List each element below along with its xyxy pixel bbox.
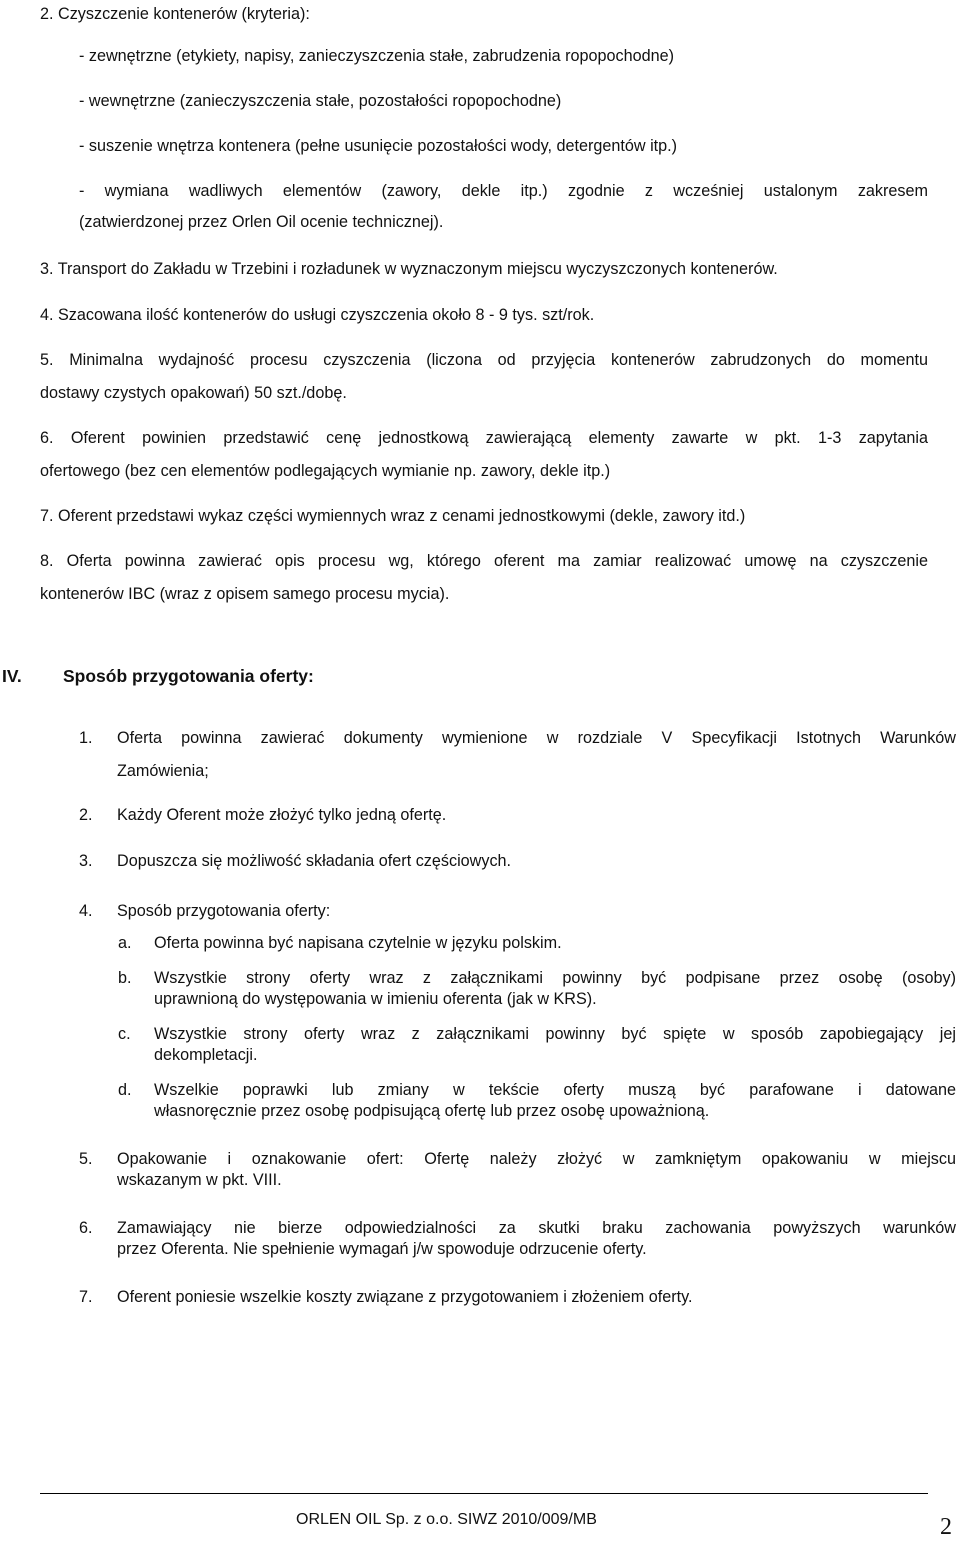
iv-subitem-d-letter: d.	[118, 1081, 132, 1099]
iv-subitem-d-line2: własnoręcznie przez osobę podpisującą ofertę lub przez osobę upoważnioną.	[154, 1102, 710, 1120]
iv-subitem-c-line2: dekompletacji.	[154, 1046, 258, 1064]
point-4: 4. Szacowana ilość kontenerów do usługi czyszczenia około 8 - 9 tys. szt/rok.	[40, 306, 595, 324]
point-8-line2: kontenerów IBC (wraz z opisem samego procesu mycia).	[40, 585, 450, 603]
iv-item-5-line2: wskazanym w pkt. VIII.	[117, 1171, 282, 1189]
iv-item-1-num: 1.	[79, 729, 93, 747]
point-8-line1: 8. Oferta powinna zawierać opis procesu wg, którego oferent ma zamiar realizować umowę na czyszczenie	[40, 552, 928, 570]
section-iv-title: Sposób przygotowania oferty:	[63, 666, 314, 686]
iv-item-3-num: 3.	[79, 852, 93, 870]
iv-subitem-b-letter: b.	[118, 969, 132, 987]
point-5-line1: 5. Minimalna wydajność procesu czyszczenia (liczona od przyjęcia kontenerów zabrudzonych do momentu	[40, 351, 928, 369]
point-6-line1: 6. Oferent powinien przedstawić cenę jednostkową zawierającą elementy zawarte w pkt. 1-3 zapytania	[40, 429, 928, 447]
footer-divider	[40, 1493, 928, 1494]
section-2-title: 2. Czyszczenie kontenerów (kryteria):	[40, 5, 310, 23]
footer-text: ORLEN OIL Sp. z o.o. SIWZ 2010/009/MB	[296, 1511, 597, 1528]
iv-subitem-b-line1: Wszystkie strony oferty wraz z załącznikami powinny być podpisane przez osobę (osoby)	[154, 969, 956, 987]
iv-subitem-a-letter: a.	[118, 934, 132, 952]
iv-item-5-line1: Opakowanie i oznakowanie ofert: Ofertę należy złożyć w zamkniętym opakowaniu w miejscu	[117, 1150, 956, 1168]
iv-item-4-num: 4.	[79, 902, 93, 920]
iv-item-1-line1: Oferta powinna zawierać dokumenty wymienione w rozdziale V Specyfikacji Istotnych Warunków	[117, 729, 956, 747]
iv-item-2-num: 2.	[79, 806, 93, 824]
iv-subitem-d-line1: Wszelkie poprawki lub zmiany w tekście oferty muszą być parafowane i datowane	[154, 1081, 956, 1099]
iv-item-2-text: Każdy Oferent może złożyć tylko jedną ofertę.	[117, 806, 447, 824]
iv-item-7-text: Oferent poniesie wszelkie koszty związane z przygotowaniem i złożeniem oferty.	[117, 1288, 693, 1306]
iv-item-5-num: 5.	[79, 1150, 93, 1168]
iv-subitem-a-text: Oferta powinna być napisana czytelnie w języku polskim.	[154, 934, 562, 952]
iv-item-4-text: Sposób przygotowania oferty:	[117, 902, 331, 920]
point-6-line2: ofertowego (bez cen elementów podlegających wymianie np. zawory, dekle itp.)	[40, 462, 611, 480]
iv-subitem-c-line1: Wszystkie strony oferty wraz z załącznikami powinny być spięte w sposób zapobiegający jej	[154, 1025, 956, 1043]
point-3: 3. Transport do Zakładu w Trzebini i rozładunek w wyznaczonym miejscu wyczyszczonych kontenerów.	[40, 260, 778, 278]
page-number: 2	[940, 1514, 952, 1540]
iv-item-3-text: Dopuszcza się możliwość składania ofert częściowych.	[117, 852, 512, 870]
point-7: 7. Oferent przedstawi wykaz części wymiennych wraz z cenami jednostkowymi (dekle, zawory itd.)	[40, 507, 746, 525]
iv-item-7-num: 7.	[79, 1288, 93, 1306]
section-2-item-replacement-cont: (zatwierdzonej przez Orlen Oil ocenie technicznej).	[79, 213, 444, 231]
section-2-item-external: - zewnętrzne (etykiety, napisy, zanieczyszczenia stałe, zabrudzenia ropopochodne)	[79, 47, 675, 65]
iv-item-6-line2: przez Oferenta. Nie spełnienie wymagań j/w spowoduje odrzucenie oferty.	[117, 1240, 647, 1258]
iv-item-6-num: 6.	[79, 1219, 93, 1237]
iv-subitem-b-line2: uprawnioną do występowania w imieniu oferenta (jak w KRS).	[154, 990, 597, 1008]
iv-item-1-line2: Zamówienia;	[117, 762, 209, 780]
section-2-item-replacement: - wymiana wadliwych elementów (zawory, dekle itp.) zgodnie z wcześniej ustalonym zakresem	[79, 182, 928, 200]
iv-subitem-c-letter: c.	[118, 1025, 131, 1043]
section-2-item-drying: - suszenie wnętrza kontenera (pełne usunięcie pozostałości wody, detergentów itp.)	[79, 137, 678, 155]
section-iv-numeral: IV.	[2, 666, 22, 686]
iv-item-6-line1: Zamawiający nie bierze odpowiedzialności za skutki braku zachowania powyższych warunków	[117, 1219, 956, 1237]
point-5-line2: dostawy czystych opakowań) 50 szt./dobę.	[40, 384, 347, 402]
section-2-item-internal: - wewnętrzne (zanieczyszczenia stałe, pozostałości ropopochodne)	[79, 92, 562, 110]
